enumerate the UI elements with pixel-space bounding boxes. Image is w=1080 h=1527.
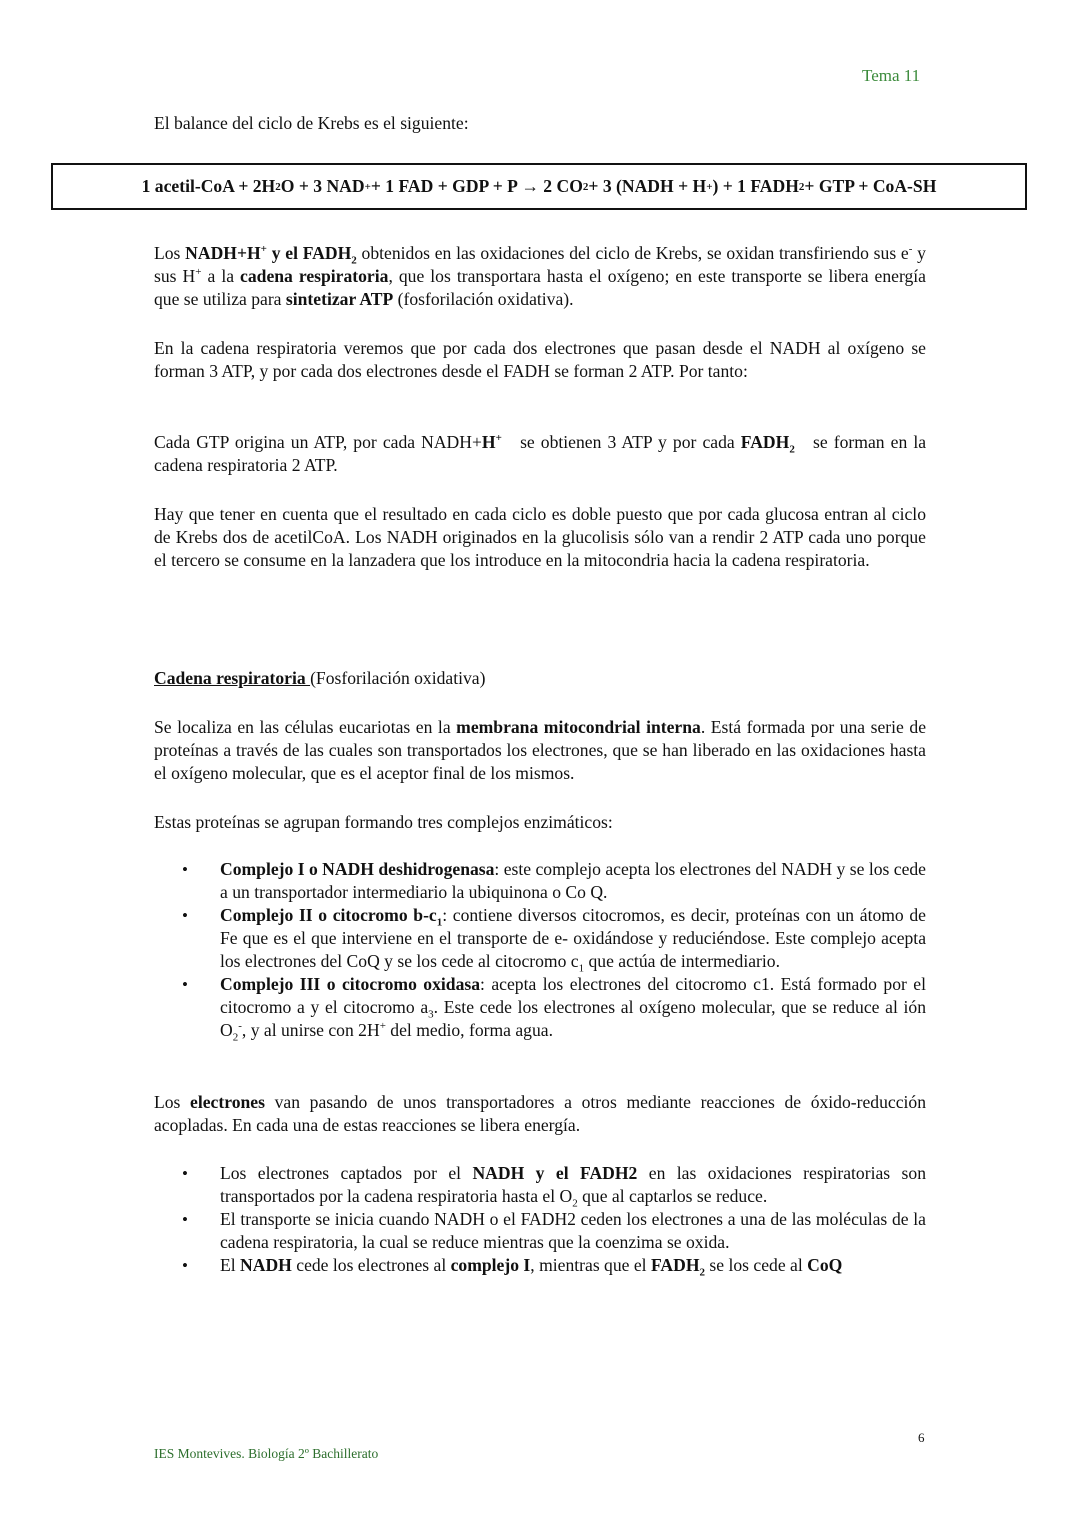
krebs-equation-box: 1 acetil-CoA + 2H 2 O + 3 NAD + + 1 FAD + GDP + P → 2 CO 2 + 3 (NADH + H + ) + 1 FADH 2 + GTP + CoA-SH [51,163,1027,210]
header-tema: Tema 11 [862,66,921,85]
section-title-main: Cadena respiratoria [154,668,311,688]
paragraph-complexes-intro: Estas proteínas se agrupan formando tres complejos enzimáticos: [154,812,613,832]
section-title-sub: (Fosforilación oxidativa) [310,668,486,688]
list-item-electron-1: • Los electrones captados por el NADH y el FADH2 en las oxidaciones respiratorias son transportados por la cadena respiratoria hasta el $O_2$ que al captarlos se reduce. [154,1162,926,1208]
list-item-complejo-3: • Complejo III o citocromo oxidasa: acepta los electrones del citocromo c1. Está formado por el citocromo a y el citocromo $a_3$. Este cede los electrones al oxígeno molecular, que se reduce al ión $O_2^-$, y al unirse con 2H+ del medio, forma agua. [154,973,926,1042]
intro-text: El balance del ciclo de Krebs es el siguiente: [154,113,469,133]
list-item-electron-2: • El transporte se inicia cuando NADH o el FADH2 ceden los electrones a una de las moléculas de la cadena respiratoria, la cual se reduce mientras que la coenzima se oxida. [154,1208,926,1254]
electron-points-list [154,1162,926,1277]
page-number: 6 [918,1430,925,1445]
paragraph-atp-per-electron: En la cadena respiratoria veremos que por cada dos electrones que pasan desde el NADH al oxígeno se forman 3 ATP, y por cada dos electrones desde el FADH se forman 2 ATP. Por tanto: [154,338,926,381]
list-item-complejo-2: • Complejo II o citocromo $b-c_1$: contiene diversos citocromos, es decir, proteínas con un átomo de Fe que es el que interviene en el transporte de e- oxidándose y reduciéndose. Este complejo acepta los electrones del CoQ y se los cede al citocromo $c_1$ que actúa de intermediario. [154,904,926,973]
list-item-electron-3: • El NADH cede los electrones al complejo I, mientras que el $FADH_2$ se los cede al CoQ [154,1254,926,1277]
paragraph-gtp-atp: Cada GTP origina un ATP, por cada NADH+H+ se obtienen 3 ATP y por cada $FADH_2$ se forman en la cadena respiratoria 2 ATP. [154,432,927,475]
paragraph-nadh-oxidation: Los NADH+H+ y el $FADH_2$ obtenidos en las oxidaciones del ciclo de Krebs, se oxidan transfiriendo sus e- y sus H+ a la cadena respiratoria, que los transportara hasta el oxígeno; en este transporte se libera energía que se utiliza para sintetizar ATP (fosforilación oxidativa). [154,243,926,309]
list-item-complejo-1: • Complejo I o NADH deshidrogenasa: este complejo acepta los electrones del NADH y se los cede a un transportador intermediario la ubiquinona o Co Q. [154,858,926,904]
paragraph-localization: Se localiza en las células eucariotas en la membrana mitocondrial interna. Está formada por una serie de proteínas a través de las cuales son transportados los electrones, que se han liberado en las oxidaciones hasta el oxígeno molecular, que es el aceptor final de los mismos. [154,717,926,783]
paragraph-electrons: Los electrones van pasando de unos transportadores a otros mediante reacciones de óxido-reducción acopladas. En cada una de estas reacciones se libera energía. [154,1092,926,1135]
footer-text: IES Montevives. Biología 2º Bachillerato [154,1446,379,1461]
complexes-list [154,858,926,1042]
section-title [154,668,485,689]
paragraph-double-result: Hay que tener en cuenta que el resultado en cada ciclo es doble puesto que por cada glucosa entran al ciclo de Krebs dos de acetilCoA. Los NADH originados en la glucolisis sólo van a rendir 2 ATP cada uno porque el tercero se consume en la lanzadera que los introduce en la mitocondria hacia la cadena respiratoria. [154,504,926,570]
